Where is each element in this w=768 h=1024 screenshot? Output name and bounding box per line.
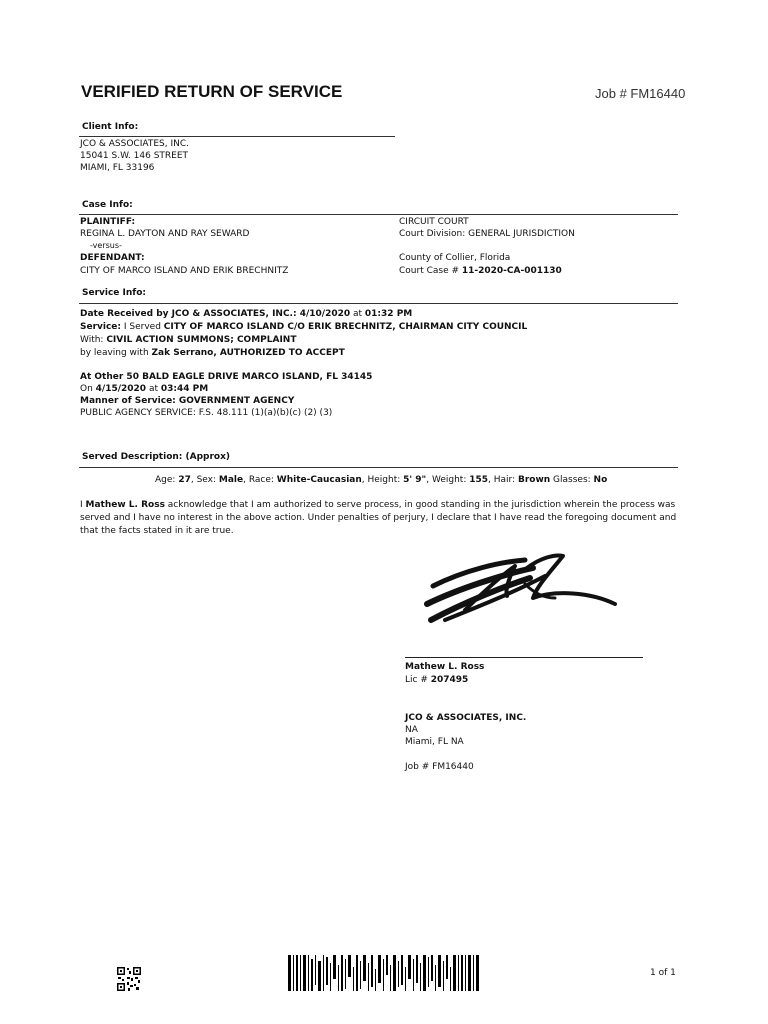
service-date: On 4/15/2020 at 03:44 PM bbox=[80, 384, 209, 394]
client-info-heading: Client Info: bbox=[82, 122, 139, 132]
service-address: At Other 50 BALD EAGLE DRIVE MARCO ISLAND, FL 34145 bbox=[80, 372, 373, 382]
client-info-rule bbox=[79, 136, 395, 137]
plaintiff-label: PLAINTIFF: bbox=[80, 217, 136, 227]
defendant-label: DEFENDANT: bbox=[80, 253, 145, 263]
barcode-icon bbox=[286, 955, 482, 991]
qr-code-icon bbox=[116, 966, 142, 992]
served-description-heading: Served Description: (Approx) bbox=[82, 452, 231, 462]
affidavit-paragraph: I Mathew L. Ross acknowledge that I am authorized to serve process, in good standing in the jurisdiction wherein the process was served and I have no interest in the above action. Under penalties of perjury, I declare that I have read the foregoing document and that the facts stated in it are true. bbox=[80, 500, 677, 536]
court-division: Court Division: GENERAL JURISDICTION bbox=[399, 229, 575, 239]
court-case-number: Court Case # 11-2020-CA-001130 bbox=[399, 266, 562, 276]
job-number: Job # FM16440 bbox=[595, 86, 686, 101]
versus-text: -versus- bbox=[90, 241, 122, 250]
signature-line bbox=[405, 657, 643, 658]
plaintiff-name: REGINA L. DAYTON AND RAY SEWARD bbox=[80, 229, 250, 239]
signer-license: Lic # 207495 bbox=[405, 675, 469, 685]
court-name: CIRCUIT COURT bbox=[399, 217, 469, 227]
case-info-heading: Case Info: bbox=[82, 200, 133, 210]
service-with: With: CIVIL ACTION SUMMONS; COMPLAINT bbox=[80, 335, 297, 345]
page-number: 1 of 1 bbox=[650, 968, 676, 978]
public-agency-service: PUBLIC AGENCY SERVICE: F.S. 48.111 (1)(a)(b)(c) (2) (3) bbox=[80, 408, 333, 418]
court-county: County of Collier, Florida bbox=[399, 253, 511, 263]
date-received: Date Received by JCO & ASSOCIATES, INC.: 4/10/2020 at 01:32 PM bbox=[80, 309, 413, 319]
client-city: MIAMI, FL 33196 bbox=[80, 163, 155, 173]
signer-name: Mathew L. Ross bbox=[405, 662, 485, 672]
service-leaving-with: by leaving with Zak Serrano, AUTHORIZED TO ACCEPT bbox=[80, 348, 345, 358]
signer-address-line1: NA bbox=[405, 725, 418, 735]
client-name: JCO & ASSOCIATES, INC. bbox=[80, 139, 189, 149]
signer-job-number: Job # FM16440 bbox=[405, 762, 474, 772]
client-street: 15041 S.W. 146 STREET bbox=[80, 151, 189, 161]
signer-address-line2: Miami, FL NA bbox=[405, 737, 464, 747]
service-served: Service: I Served CITY OF MARCO ISLAND C/O ERIK BRECHNITZ, CHAIRMAN CITY COUNCIL bbox=[80, 322, 528, 332]
served-description-details: Age: 27, Sex: Male, Race: White-Caucasian, Height: 5' 9", Weight: 155, Hair: Brown Glasses: No bbox=[155, 475, 608, 485]
case-info-rule bbox=[79, 214, 678, 215]
service-info-rule bbox=[79, 303, 678, 304]
manner-of-service: Manner of Service: GOVERNMENT AGENCY bbox=[80, 396, 295, 406]
served-description-rule bbox=[79, 467, 678, 468]
signer-company: JCO & ASSOCIATES, INC. bbox=[405, 713, 527, 723]
signature-image bbox=[405, 548, 645, 648]
document-title: VERIFIED RETURN OF SERVICE bbox=[81, 82, 343, 101]
defendant-name: CITY OF MARCO ISLAND AND ERIK BRECHNITZ bbox=[80, 266, 289, 276]
service-info-heading: Service Info: bbox=[82, 288, 147, 298]
